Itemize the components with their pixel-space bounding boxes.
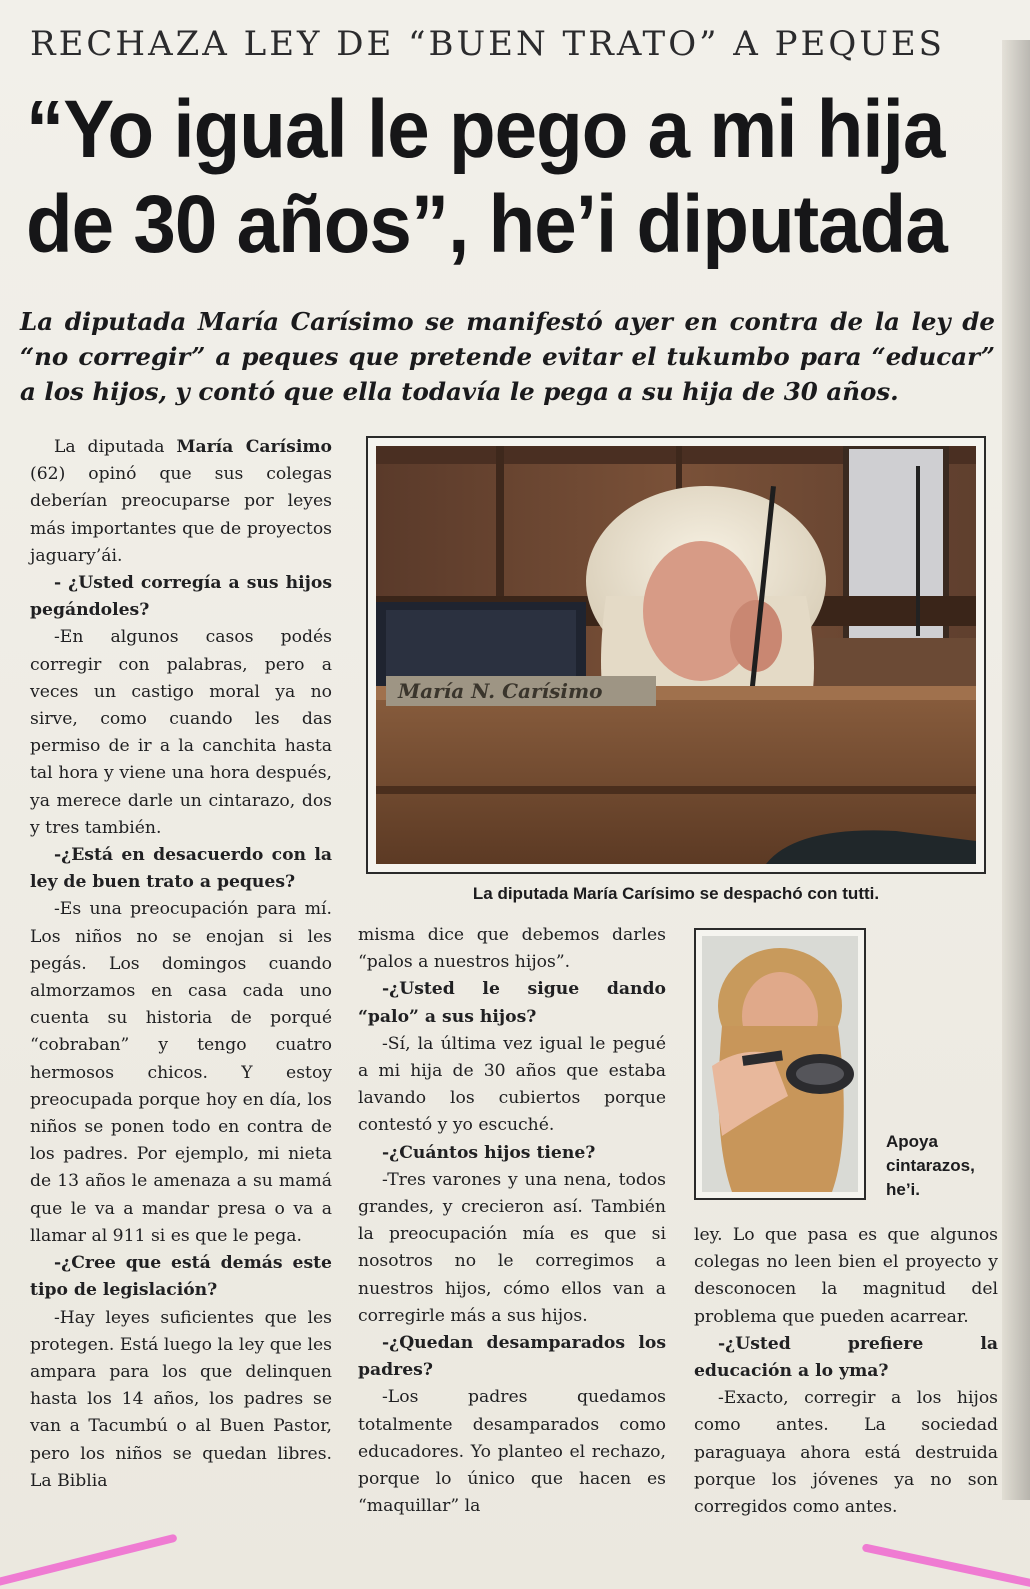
answer-2: -Es una preocupación para mí. Los niños no se enojan si les pegás. Los domingos cuando almorzamos en casa cada uno cuenta su historia de porqué “cobraban” y tengo cuatro hermosos chicos. Y estoy preocupada porque hoy en día, los niños se ponen todo en contra de los padres. Por ejemplo, mi nieta de 13 años le amenaza a su mamá que le va a mandar presa o va a llamar al 911 si es que le pega. — [30, 899, 332, 1246]
thumbnail-photo-frame — [694, 928, 866, 1200]
article-column-1 — [30, 434, 332, 1495]
article-column-3 — [694, 1222, 998, 1521]
thumbnail-photo — [702, 936, 858, 1192]
answer-6-continued: ley. Lo que pasa es que algunos colegas no leen bien el proyecto y desconocen la magnitud del problema que pueden acarrear. — [694, 1225, 998, 1327]
question-2: -¿Está en desacuerdo con la ley de buen trato a peques? — [30, 845, 332, 893]
answer-7: -Exacto, corregir a los hijos como antes. La sociedad paraguaya ahora está destruida porque los jóvenes ya no son corregidos como antes. — [694, 1388, 998, 1518]
adjacent-page-edge — [1002, 40, 1030, 1500]
pink-marker-stroke-left — [0, 1534, 178, 1589]
kicker: RECHAZA LEY DE “BUEN TRATO” A PEQUES — [30, 24, 945, 64]
question-1: - ¿Usted corregía a sus hijos pegándoles? — [30, 573, 332, 621]
intro-name: María Carísimo — [176, 437, 332, 457]
nameplate-text: María N. Carísimo — [398, 679, 603, 703]
article-column-2 — [358, 922, 666, 1520]
headline-line-1: “Yo igual le pego a mi hija — [26, 84, 945, 175]
pink-marker-stroke-right — [862, 1543, 1030, 1589]
legislator-photo-illustration — [376, 446, 976, 864]
question-4: -¿Usted le sigue dando “palo” a sus hijos? — [358, 979, 666, 1027]
photo-caption: La diputada María Carísimo se despachó con tutti. — [472, 884, 880, 903]
belt-photo-illustration — [702, 936, 858, 1192]
answer-5: -Tres varones y una nena, todos grandes, y crecieron así. También la preocupación mía es que si nosotros no le corregimos a nuestros hijos, cómo ellos van a corregirle más a sus hijos. — [358, 1169, 666, 1326]
intro-paragraph: La diputada María Carísimo (62) opinó que sus colegas deberían preocuparse por leyes más importantes que de proyectos jaguary’ái. — [30, 437, 332, 566]
question-5: -¿Cuántos hijos tiene? — [382, 1142, 596, 1163]
headline — [26, 82, 947, 272]
answer-3: -Hay leyes suficientes que les protegen. Está luego la ley que les ampara para los que delinquen hasta los 14 años, los padres se van a Tacumbú o al Buen Pastor, pero los niños se quedan libres. La Biblia — [30, 1307, 332, 1491]
question-7: -¿Usted prefiere la educación a lo yma? — [694, 1333, 998, 1382]
headline-line-2: de 30 años”, he’i diputada — [26, 179, 947, 270]
main-photo-frame — [366, 436, 986, 874]
thumbnail-caption: Apoya cintarazos, he’i. — [886, 1132, 975, 1199]
answer-4: -Sí, la última vez igual le pegué a mi hija de 30 años que estaba lavando los cubiertos porque contestó y yo escuché. — [358, 1033, 666, 1136]
question-6: -¿Quedan desamparados los padres? — [358, 1333, 666, 1381]
answer-1: -En algunos casos podés corregir con palabras, pero a veces un castigo moral ya no sirve, como cuando les das permiso de ir a la canchita hasta tal hora y viene una hora después, ya merece darle un cintarazo, dos y tres también. — [30, 627, 332, 838]
question-3: -¿Cree que está demás este tipo de legislación? — [30, 1253, 332, 1301]
main-photo — [376, 446, 976, 864]
deck: La diputada María Carísimo se manifestó ayer en contra de la ley de “no corregir” a peques que pretende evitar el tukumbo para “educar” a los hijos, y contó que ella todavía le pega a su hija de 30 años. — [20, 307, 995, 406]
answer-3-continued: misma dice que debemos darles “palos a nuestros hijos”. — [358, 925, 666, 973]
answer-6: -Los padres quedamos totalmente desamparados como educadores. Yo planteo el rechazo, porque lo único que hacen es “maquillar” la — [358, 1387, 666, 1517]
